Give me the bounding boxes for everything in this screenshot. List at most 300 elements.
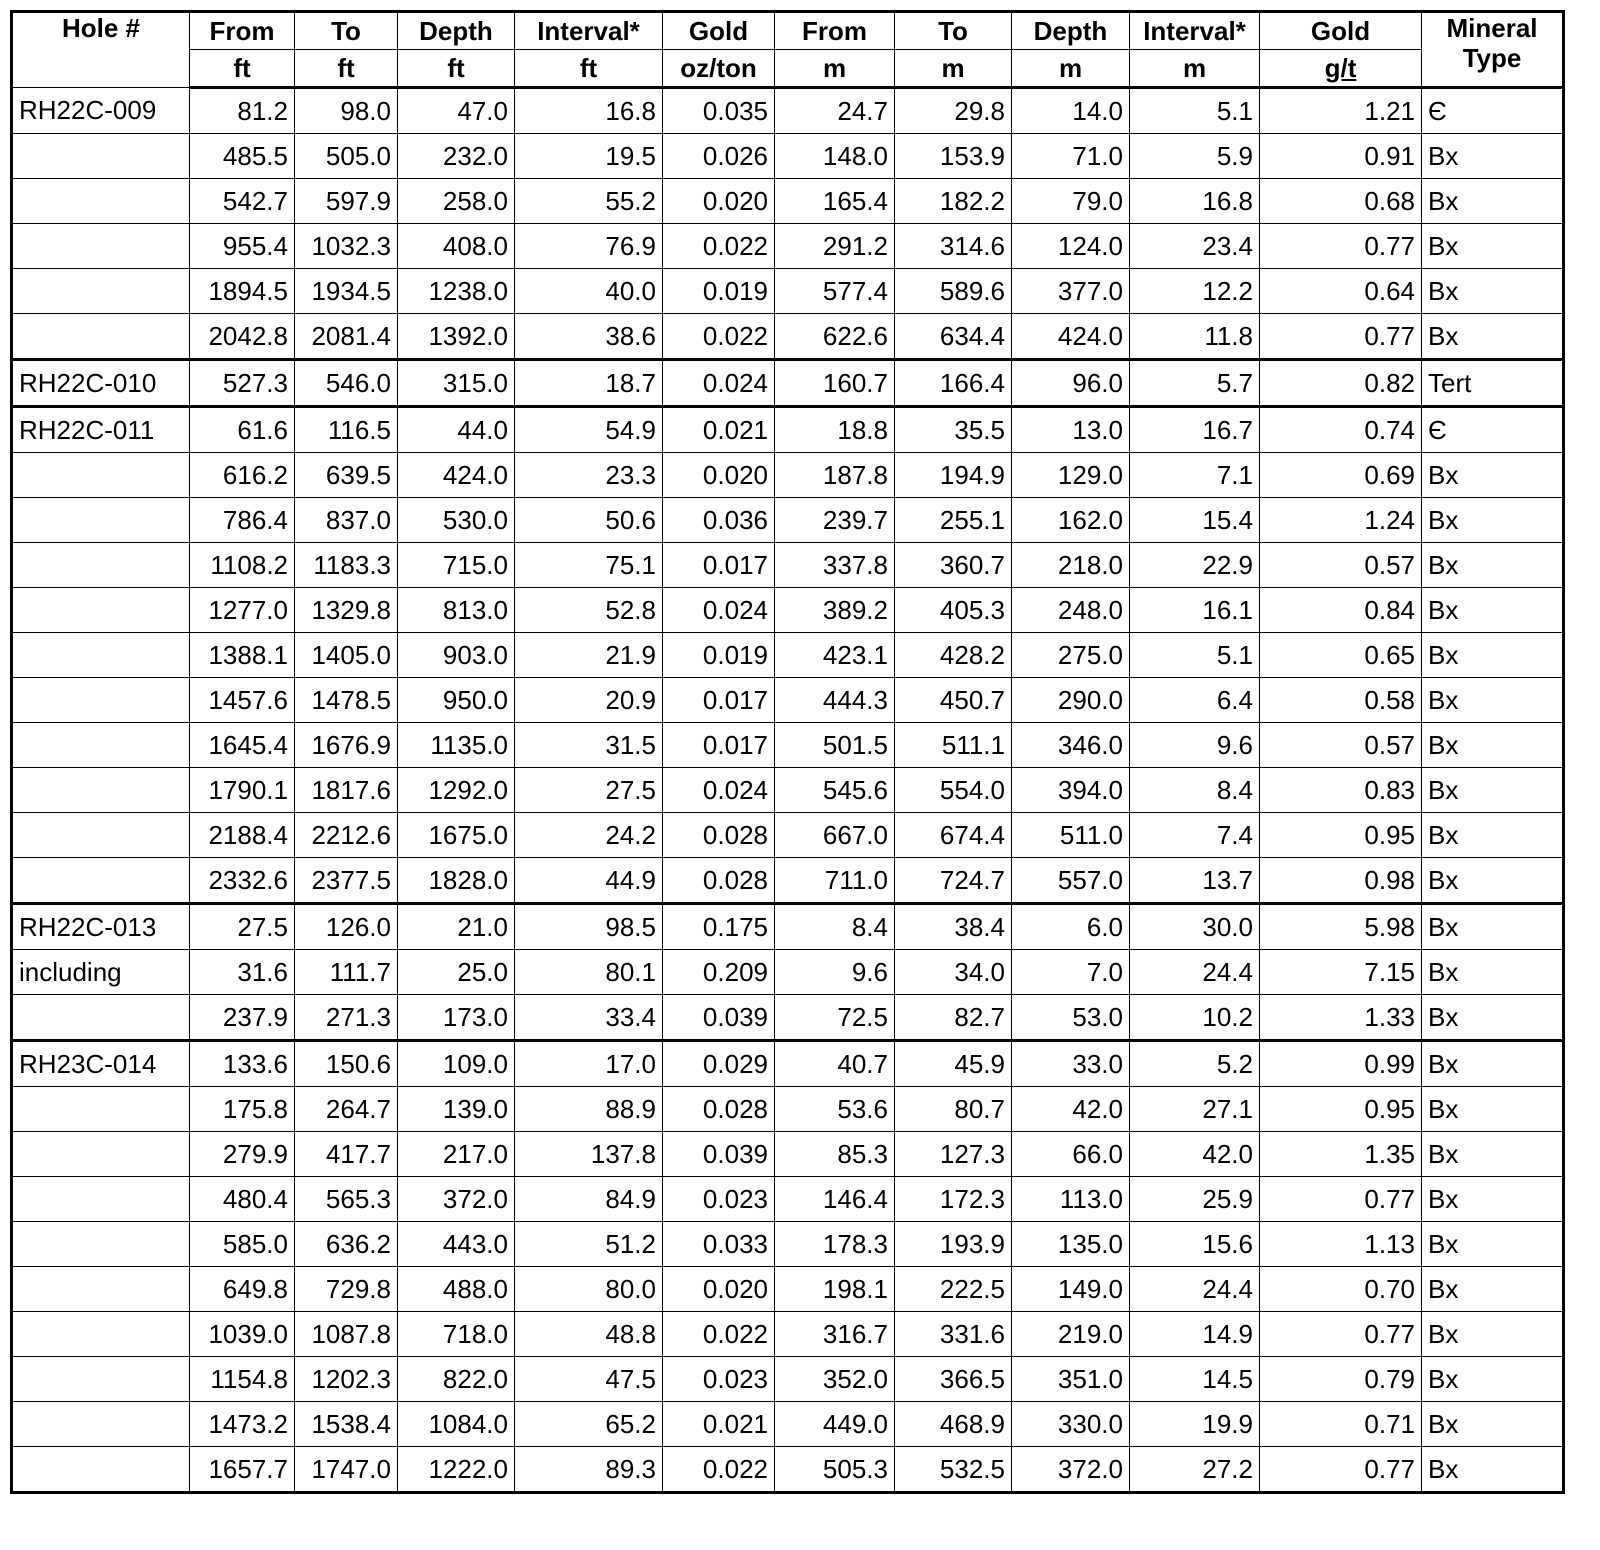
unit-gold-g	[1260, 50, 1422, 88]
cell-interval-ft: 19.5	[515, 134, 663, 179]
cell-interval-ft: 80.1	[515, 950, 663, 995]
cell-interval-m: 14.9	[1130, 1312, 1260, 1357]
cell-interval-ft: 44.9	[515, 858, 663, 904]
cell-depth-m: 377.0	[1012, 269, 1130, 314]
cell-depth-ft: 530.0	[398, 498, 515, 543]
cell-depth-ft: 424.0	[398, 453, 515, 498]
cell-depth-m: 135.0	[1012, 1222, 1130, 1267]
cell-from-m: 53.6	[775, 1087, 895, 1132]
cell-to-ft: 639.5	[295, 453, 398, 498]
cell-gold-g-t: 0.57	[1260, 543, 1422, 588]
cell-interval-m: 5.7	[1130, 360, 1260, 407]
cell-gold-g-t: 0.95	[1260, 1087, 1422, 1132]
cell-interval-ft: 21.9	[515, 633, 663, 678]
cell-depth-m: 7.0	[1012, 950, 1130, 995]
cell-depth-m: 372.0	[1012, 1447, 1130, 1493]
cell-gold-oz-ton: 0.019	[663, 633, 775, 678]
table-row	[12, 723, 1564, 768]
cell-from-m: 198.1	[775, 1267, 895, 1312]
cell-mineral-type: Bx	[1422, 588, 1564, 633]
cell-from-m: 8.4	[775, 904, 895, 950]
cell-interval-ft: 88.9	[515, 1087, 663, 1132]
cell-gold-oz-ton: 0.021	[663, 407, 775, 453]
table-row	[12, 360, 1564, 407]
cell-from-ft: 585.0	[190, 1222, 295, 1267]
cell-mineral-type: Bx	[1422, 1312, 1564, 1357]
unit-gold-oz: oz/ton	[663, 50, 775, 88]
cell-from-ft: 1657.7	[190, 1447, 295, 1493]
cell-from-m: 85.3	[775, 1132, 895, 1177]
table-row	[12, 813, 1564, 858]
table-row	[12, 950, 1564, 995]
cell-to-ft: 1087.8	[295, 1312, 398, 1357]
cell-from-ft: 2332.6	[190, 858, 295, 904]
table-row	[12, 269, 1564, 314]
cell-depth-ft: 1238.0	[398, 269, 515, 314]
header-from-m: From	[775, 12, 895, 50]
cell-from-ft: 27.5	[190, 904, 295, 950]
cell-mineral-type: Bx	[1422, 1132, 1564, 1177]
cell-gold-g-t: 0.83	[1260, 768, 1422, 813]
cell-gold-g-t: 0.77	[1260, 1177, 1422, 1222]
cell-mineral-type: Bx	[1422, 723, 1564, 768]
table-row	[12, 453, 1564, 498]
cell-to-m: 80.7	[895, 1087, 1012, 1132]
cell-depth-ft: 950.0	[398, 678, 515, 723]
cell-to-m: 589.6	[895, 269, 1012, 314]
cell-depth-m: 71.0	[1012, 134, 1130, 179]
cell-from-m: 160.7	[775, 360, 895, 407]
cell-to-ft: 1478.5	[295, 678, 398, 723]
header-mineral-type: Mineral Type	[1422, 12, 1564, 88]
cell-to-ft: 1329.8	[295, 588, 398, 633]
cell-from-ft: 1790.1	[190, 768, 295, 813]
cell-gold-g-t: 0.58	[1260, 678, 1422, 723]
cell-interval-m: 7.1	[1130, 453, 1260, 498]
cell-gold-g-t: 0.77	[1260, 1312, 1422, 1357]
cell-interval-ft: 76.9	[515, 224, 663, 269]
cell-interval-ft: 84.9	[515, 1177, 663, 1222]
header-depth-m: Depth	[1012, 12, 1130, 50]
cell-to-ft: 2377.5	[295, 858, 398, 904]
cell-gold-oz-ton: 0.017	[663, 723, 775, 768]
cell-interval-m: 5.1	[1130, 88, 1260, 134]
cell-to-ft: 546.0	[295, 360, 398, 407]
cell-to-m: 193.9	[895, 1222, 1012, 1267]
cell-to-m: 366.5	[895, 1357, 1012, 1402]
cell-gold-oz-ton: 0.028	[663, 1087, 775, 1132]
cell-from-m: 622.6	[775, 314, 895, 360]
cell-to-m: 82.7	[895, 995, 1012, 1041]
cell-to-ft: 1538.4	[295, 1402, 398, 1447]
cell-to-ft: 1032.3	[295, 224, 398, 269]
cell-to-m: 405.3	[895, 588, 1012, 633]
unit-depth-ft: ft	[398, 50, 515, 88]
cell-to-m: 511.1	[895, 723, 1012, 768]
cell-interval-m: 25.9	[1130, 1177, 1260, 1222]
cell-mineral-type: Bx	[1422, 950, 1564, 995]
cell-gold-g-t: 0.57	[1260, 723, 1422, 768]
cell-from-m: 18.8	[775, 407, 895, 453]
cell-mineral-type: Bx	[1422, 1267, 1564, 1312]
cell-interval-m: 5.9	[1130, 134, 1260, 179]
cell-gold-g-t: 0.99	[1260, 1041, 1422, 1087]
cell-depth-ft: 1084.0	[398, 1402, 515, 1447]
table-row	[12, 588, 1564, 633]
header-to-m: To	[895, 12, 1012, 50]
cell-hole	[12, 314, 190, 360]
cell-depth-m: 96.0	[1012, 360, 1130, 407]
cell-to-m: 153.9	[895, 134, 1012, 179]
header-gold-oz: Gold	[663, 12, 775, 50]
unit-from-ft: ft	[190, 50, 295, 88]
cell-to-ft: 636.2	[295, 1222, 398, 1267]
cell-gold-oz-ton: 0.020	[663, 453, 775, 498]
cell-to-ft: 1934.5	[295, 269, 398, 314]
cell-to-ft: 837.0	[295, 498, 398, 543]
cell-hole	[12, 134, 190, 179]
cell-to-m: 532.5	[895, 1447, 1012, 1493]
cell-interval-m: 16.7	[1130, 407, 1260, 453]
cell-from-m: 667.0	[775, 813, 895, 858]
cell-depth-m: 162.0	[1012, 498, 1130, 543]
cell-mineral-type: Bx	[1422, 1447, 1564, 1493]
cell-gold-oz-ton: 0.023	[663, 1177, 775, 1222]
cell-to-m: 314.6	[895, 224, 1012, 269]
cell-interval-m: 30.0	[1130, 904, 1260, 950]
cell-from-ft: 2042.8	[190, 314, 295, 360]
cell-from-ft: 955.4	[190, 224, 295, 269]
header-depth-ft: Depth	[398, 12, 515, 50]
cell-to-m: 450.7	[895, 678, 1012, 723]
cell-mineral-type: Є	[1422, 88, 1564, 134]
cell-depth-ft: 715.0	[398, 543, 515, 588]
table-row	[12, 543, 1564, 588]
cell-mineral-type: Bx	[1422, 453, 1564, 498]
cell-depth-m: 346.0	[1012, 723, 1130, 768]
cell-gold-oz-ton: 0.021	[663, 1402, 775, 1447]
cell-hole	[12, 768, 190, 813]
cell-gold-g-t: 1.21	[1260, 88, 1422, 134]
cell-depth-m: 33.0	[1012, 1041, 1130, 1087]
cell-hole	[12, 858, 190, 904]
cell-mineral-type: Bx	[1422, 768, 1564, 813]
cell-to-ft: 597.9	[295, 179, 398, 224]
cell-hole	[12, 1177, 190, 1222]
cell-depth-ft: 1828.0	[398, 858, 515, 904]
cell-to-ft: 1676.9	[295, 723, 398, 768]
cell-depth-ft: 813.0	[398, 588, 515, 633]
table-row	[12, 224, 1564, 269]
table-row	[12, 1357, 1564, 1402]
cell-mineral-type: Bx	[1422, 633, 1564, 678]
cell-depth-ft: 408.0	[398, 224, 515, 269]
cell-mineral-type: Bx	[1422, 1222, 1564, 1267]
cell-mineral-type: Bx	[1422, 314, 1564, 360]
cell-gold-g-t: 0.79	[1260, 1357, 1422, 1402]
table-row	[12, 1267, 1564, 1312]
cell-depth-m: 248.0	[1012, 588, 1130, 633]
cell-depth-m: 290.0	[1012, 678, 1130, 723]
cell-gold-oz-ton: 0.023	[663, 1357, 775, 1402]
cell-mineral-type: Bx	[1422, 1041, 1564, 1087]
cell-mineral-type: Bx	[1422, 179, 1564, 224]
cell-mineral-type: Bx	[1422, 1402, 1564, 1447]
cell-to-ft: 111.7	[295, 950, 398, 995]
cell-hole	[12, 995, 190, 1041]
cell-from-m: 165.4	[775, 179, 895, 224]
cell-gold-oz-ton: 0.026	[663, 134, 775, 179]
cell-depth-m: 79.0	[1012, 179, 1130, 224]
cell-depth-m: 14.0	[1012, 88, 1130, 134]
cell-depth-ft: 25.0	[398, 950, 515, 995]
cell-depth-ft: 443.0	[398, 1222, 515, 1267]
cell-to-ft: 729.8	[295, 1267, 398, 1312]
cell-hole: RH22C-009	[12, 88, 190, 134]
cell-from-m: 187.8	[775, 453, 895, 498]
cell-to-m: 468.9	[895, 1402, 1012, 1447]
cell-mineral-type: Bx	[1422, 224, 1564, 269]
cell-gold-g-t: 0.71	[1260, 1402, 1422, 1447]
cell-depth-ft: 718.0	[398, 1312, 515, 1357]
cell-interval-m: 19.9	[1130, 1402, 1260, 1447]
cell-hole	[12, 543, 190, 588]
unit-to-ft: ft	[295, 50, 398, 88]
cell-from-ft: 485.5	[190, 134, 295, 179]
cell-gold-g-t: 0.84	[1260, 588, 1422, 633]
cell-interval-ft: 16.8	[515, 88, 663, 134]
cell-from-m: 40.7	[775, 1041, 895, 1087]
cell-from-ft: 1473.2	[190, 1402, 295, 1447]
cell-gold-oz-ton: 0.022	[663, 224, 775, 269]
header-row	[12, 12, 1564, 50]
cell-to-ft: 1817.6	[295, 768, 398, 813]
cell-hole: RH23C-014	[12, 1041, 190, 1087]
cell-interval-m: 27.2	[1130, 1447, 1260, 1493]
cell-gold-g-t: 1.24	[1260, 498, 1422, 543]
cell-depth-ft: 488.0	[398, 1267, 515, 1312]
cell-from-ft: 1277.0	[190, 588, 295, 633]
cell-mineral-type: Bx	[1422, 1087, 1564, 1132]
cell-gold-g-t: 1.33	[1260, 995, 1422, 1041]
table-row	[12, 88, 1564, 134]
cell-depth-ft: 47.0	[398, 88, 515, 134]
cell-to-m: 166.4	[895, 360, 1012, 407]
cell-mineral-type: Bx	[1422, 1177, 1564, 1222]
cell-to-m: 127.3	[895, 1132, 1012, 1177]
cell-to-m: 182.2	[895, 179, 1012, 224]
table-row	[12, 1447, 1564, 1493]
cell-to-ft: 264.7	[295, 1087, 398, 1132]
cell-to-m: 255.1	[895, 498, 1012, 543]
cell-depth-ft: 1135.0	[398, 723, 515, 768]
cell-interval-m: 23.4	[1130, 224, 1260, 269]
table-row	[12, 768, 1564, 813]
cell-gold-g-t: 0.77	[1260, 1447, 1422, 1493]
cell-to-m: 331.6	[895, 1312, 1012, 1357]
cell-from-m: 501.5	[775, 723, 895, 768]
cell-interval-m: 22.9	[1130, 543, 1260, 588]
unit-to-m: m	[895, 50, 1012, 88]
cell-gold-oz-ton: 0.039	[663, 995, 775, 1041]
cell-mineral-type: Bx	[1422, 678, 1564, 723]
cell-to-m: 194.9	[895, 453, 1012, 498]
cell-gold-g-t: 0.74	[1260, 407, 1422, 453]
cell-mineral-type: Bx	[1422, 813, 1564, 858]
cell-from-m: 148.0	[775, 134, 895, 179]
cell-hole	[12, 1312, 190, 1357]
cell-interval-ft: 24.2	[515, 813, 663, 858]
cell-hole	[12, 179, 190, 224]
cell-hole: RH22C-011	[12, 407, 190, 453]
cell-depth-m: 113.0	[1012, 1177, 1130, 1222]
cell-to-ft: 98.0	[295, 88, 398, 134]
cell-interval-ft: 137.8	[515, 1132, 663, 1177]
table-row	[12, 858, 1564, 904]
table-row	[12, 1177, 1564, 1222]
unit-interval-m: m	[1130, 50, 1260, 88]
cell-to-ft: 126.0	[295, 904, 398, 950]
cell-to-m: 29.8	[895, 88, 1012, 134]
header-hole: Hole #	[12, 12, 190, 88]
cell-depth-m: 219.0	[1012, 1312, 1130, 1357]
cell-interval-m: 7.4	[1130, 813, 1260, 858]
cell-hole	[12, 678, 190, 723]
cell-to-m: 35.5	[895, 407, 1012, 453]
units-row	[12, 50, 1564, 88]
cell-interval-ft: 31.5	[515, 723, 663, 768]
cell-to-m: 38.4	[895, 904, 1012, 950]
cell-hole	[12, 723, 190, 768]
cell-from-ft: 237.9	[190, 995, 295, 1041]
cell-mineral-type: Bx	[1422, 995, 1564, 1041]
cell-interval-ft: 18.7	[515, 360, 663, 407]
cell-interval-ft: 55.2	[515, 179, 663, 224]
cell-from-m: 444.3	[775, 678, 895, 723]
table-row	[12, 314, 1564, 360]
cell-interval-m: 14.5	[1130, 1357, 1260, 1402]
cell-to-ft: 271.3	[295, 995, 398, 1041]
cell-gold-g-t: 0.91	[1260, 134, 1422, 179]
cell-from-m: 505.3	[775, 1447, 895, 1493]
cell-from-ft: 616.2	[190, 453, 295, 498]
cell-from-m: 72.5	[775, 995, 895, 1041]
cell-hole	[12, 1222, 190, 1267]
cell-gold-oz-ton: 0.039	[663, 1132, 775, 1177]
cell-to-m: 172.3	[895, 1177, 1012, 1222]
cell-gold-g-t: 0.77	[1260, 314, 1422, 360]
cell-interval-ft: 50.6	[515, 498, 663, 543]
cell-depth-ft: 372.0	[398, 1177, 515, 1222]
cell-from-m: 545.6	[775, 768, 895, 813]
cell-to-m: 428.2	[895, 633, 1012, 678]
cell-depth-m: 42.0	[1012, 1087, 1130, 1132]
cell-gold-oz-ton: 0.029	[663, 1041, 775, 1087]
cell-depth-ft: 1222.0	[398, 1447, 515, 1493]
cell-to-ft: 2212.6	[295, 813, 398, 858]
cell-to-m: 222.5	[895, 1267, 1012, 1312]
cell-interval-m: 16.1	[1130, 588, 1260, 633]
cell-to-ft: 1405.0	[295, 633, 398, 678]
cell-from-ft: 61.6	[190, 407, 295, 453]
cell-from-m: 146.4	[775, 1177, 895, 1222]
cell-depth-m: 53.0	[1012, 995, 1130, 1041]
cell-interval-ft: 38.6	[515, 314, 663, 360]
cell-from-m: 239.7	[775, 498, 895, 543]
cell-depth-m: 424.0	[1012, 314, 1130, 360]
cell-gold-g-t: 0.68	[1260, 179, 1422, 224]
table-row	[12, 1132, 1564, 1177]
cell-gold-g-t: 0.70	[1260, 1267, 1422, 1312]
cell-to-ft: 1747.0	[295, 1447, 398, 1493]
cell-depth-ft: 822.0	[398, 1357, 515, 1402]
cell-interval-ft: 17.0	[515, 1041, 663, 1087]
cell-to-ft: 565.3	[295, 1177, 398, 1222]
cell-gold-g-t: 1.35	[1260, 1132, 1422, 1177]
cell-interval-m: 5.2	[1130, 1041, 1260, 1087]
drill-results-table	[10, 10, 1565, 1494]
cell-depth-ft: 1392.0	[398, 314, 515, 360]
cell-mineral-type: Tert	[1422, 360, 1564, 407]
cell-gold-g-t: 5.98	[1260, 904, 1422, 950]
cell-mineral-type: Bx	[1422, 904, 1564, 950]
table-row	[12, 1402, 1564, 1447]
table-row	[12, 633, 1564, 678]
cell-from-m: 24.7	[775, 88, 895, 134]
cell-from-ft: 1894.5	[190, 269, 295, 314]
cell-interval-ft: 75.1	[515, 543, 663, 588]
cell-interval-ft: 27.5	[515, 768, 663, 813]
cell-to-m: 674.4	[895, 813, 1012, 858]
cell-depth-ft: 903.0	[398, 633, 515, 678]
cell-depth-ft: 1675.0	[398, 813, 515, 858]
cell-gold-oz-ton: 0.033	[663, 1222, 775, 1267]
cell-gold-oz-ton: 0.024	[663, 588, 775, 633]
cell-gold-oz-ton: 0.020	[663, 179, 775, 224]
cell-depth-ft: 1292.0	[398, 768, 515, 813]
cell-from-ft: 279.9	[190, 1132, 295, 1177]
table-row	[12, 1087, 1564, 1132]
cell-depth-m: 6.0	[1012, 904, 1130, 950]
cell-gold-oz-ton: 0.017	[663, 543, 775, 588]
unit-interval-ft: ft	[515, 50, 663, 88]
cell-gold-oz-ton: 0.036	[663, 498, 775, 543]
cell-mineral-type: Bx	[1422, 1357, 1564, 1402]
table-row	[12, 1312, 1564, 1357]
cell-to-m: 634.4	[895, 314, 1012, 360]
cell-interval-m: 9.6	[1130, 723, 1260, 768]
cell-from-ft: 31.6	[190, 950, 295, 995]
cell-interval-ft: 20.9	[515, 678, 663, 723]
cell-from-ft: 1645.4	[190, 723, 295, 768]
cell-hole	[12, 1267, 190, 1312]
table-row	[12, 678, 1564, 723]
cell-gold-oz-ton: 0.028	[663, 813, 775, 858]
unit-from-m: m	[775, 50, 895, 88]
cell-depth-ft: 44.0	[398, 407, 515, 453]
cell-mineral-type: Bx	[1422, 543, 1564, 588]
cell-interval-m: 24.4	[1130, 1267, 1260, 1312]
cell-mineral-type: Є	[1422, 407, 1564, 453]
cell-from-m: 389.2	[775, 588, 895, 633]
cell-interval-m: 5.1	[1130, 633, 1260, 678]
cell-gold-oz-ton: 0.022	[663, 1312, 775, 1357]
cell-to-m: 554.0	[895, 768, 1012, 813]
cell-interval-m: 13.7	[1130, 858, 1260, 904]
cell-hole: including	[12, 950, 190, 995]
cell-depth-m: 351.0	[1012, 1357, 1130, 1402]
cell-interval-m: 42.0	[1130, 1132, 1260, 1177]
